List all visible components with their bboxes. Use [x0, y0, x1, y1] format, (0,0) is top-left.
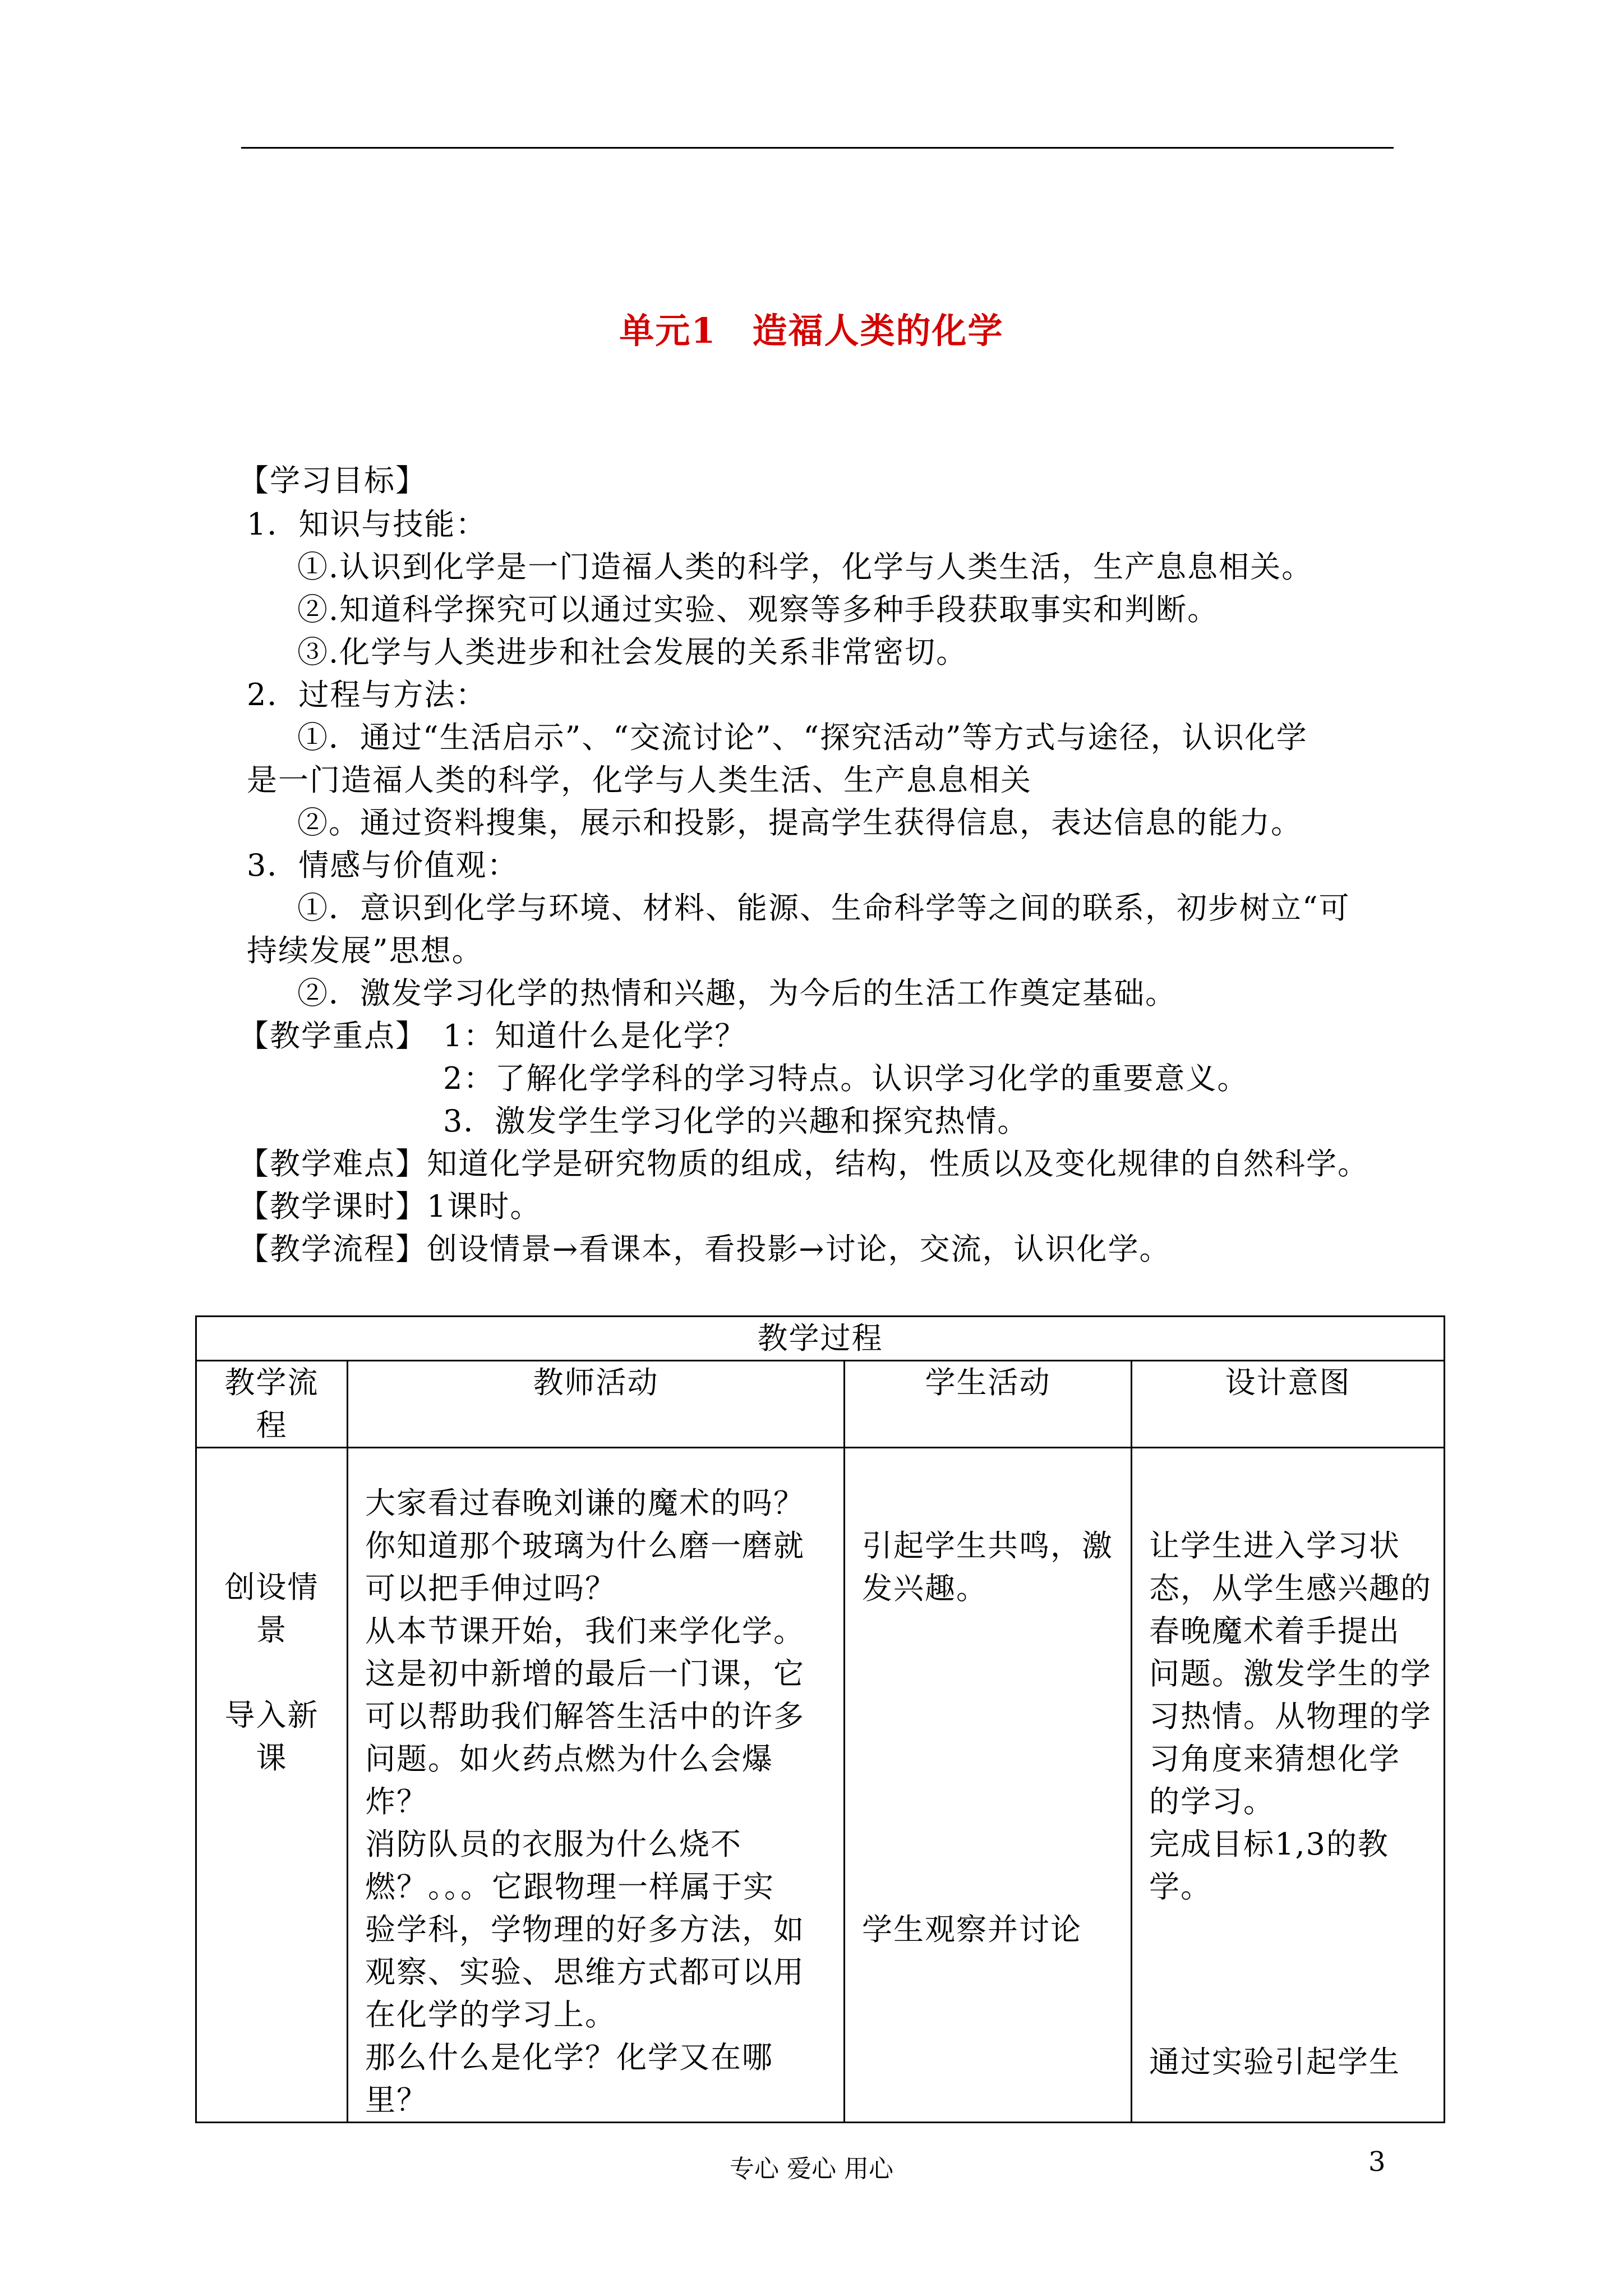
objective-line: 2．过程与方法： — [247, 677, 487, 712]
objectives-heading: 【学习目标】 — [238, 463, 427, 498]
flow-row — [238, 1227, 1171, 1271]
teacher-line: 燃？。。。它跟物理一样属于实 — [365, 1869, 774, 1904]
teacher-line: 问题。如火药点燃为什么会爆炸？ — [365, 1741, 773, 1819]
teacher-line: 从本节课开始，我们来学化学。 — [365, 1613, 805, 1649]
design-line: 的学习。 — [1149, 1784, 1275, 1819]
teacher-cell — [348, 1448, 845, 2123]
hours-row — [238, 1185, 541, 1228]
teacher-line: 那么什么是化学？化学又在哪 — [365, 2040, 773, 2075]
teacher-line: 可以帮助我们解答生活中的许多 — [365, 1699, 805, 1734]
objective-line: 是一门造福人类的科学，化学与人类生活、生产息息相关 — [247, 762, 1032, 798]
header-design: 设计意图 — [1132, 1361, 1445, 1448]
objective-line: ②。通过资料搜集，展示和投影，提高学生获得信息，表达信息的能力。 — [297, 805, 1302, 840]
design-line: 习热情。从物理的学 — [1149, 1699, 1432, 1734]
objective-line: ②．激发学习化学的热情和兴趣，为今后的生活工作奠定基础。 — [297, 976, 1177, 1011]
key-point-item: 1：知道什么是化学？ — [443, 1018, 746, 1053]
student-line: 学生观察并讨论 — [862, 1912, 1082, 1947]
page-title: 单元1 造福人类的化学 — [619, 310, 1004, 351]
teacher-line: 验学科，学物理的好多方法，如 — [365, 1912, 805, 1947]
stage-intro: 导入新课 — [224, 1697, 319, 1775]
design-line: 完成目标1,3的教学。 — [1149, 1826, 1389, 1904]
teacher-line: 观察、实验、思维方式都可以用 — [365, 1954, 805, 1990]
design-line: 习角度来猜想化学 — [1149, 1741, 1400, 1777]
teacher-line: 大家看过春晚刘谦的魔术的吗？ — [365, 1485, 805, 1521]
design-line: 春晚魔术着手提出 — [1149, 1613, 1400, 1649]
student-line: 发兴趣。 — [862, 1571, 988, 1606]
objective-line: ①.认识到化学是一门造福人类的科学，化学与人类生活，生产息息相关。 — [297, 549, 1313, 585]
flow-label: 【教学流程】 — [238, 1231, 427, 1267]
teacher-line: 里？ — [365, 2082, 428, 2118]
teacher-line: 可以把手伸过吗？ — [365, 1571, 616, 1606]
design-line: 通过实验引起学生 — [1149, 2044, 1400, 2079]
objective-line: 1．知识与技能： — [247, 507, 487, 542]
hours-text: 1课时。 — [427, 1189, 542, 1224]
header-flow: 教学流程 — [196, 1361, 348, 1448]
objective-line: ②.知道科学探究可以通过实验、观察等多种手段获取事实和判断。 — [297, 592, 1219, 627]
design-cell — [1132, 1448, 1445, 2123]
key-point-item: 2：了解化学学科的学习特点。认识学习化学的重要意义。 — [443, 1061, 1249, 1096]
page-footer: 专心 爱心 用心 — [730, 2155, 893, 2183]
teacher-line: 你知道那个玻璃为什么磨一磨就 — [365, 1528, 805, 1563]
teacher-line: 在化学的学习上。 — [365, 1997, 616, 2032]
objective-line: 持续发展”思想。 — [247, 933, 483, 968]
objective-line: ③.化学与人类进步和社会发展的关系非常密切。 — [297, 634, 968, 670]
student-cell — [845, 1448, 1132, 2123]
header-teacher: 教师活动 — [348, 1361, 845, 1448]
objective-line: ①．通过“生活启示”、“交流讨论”、“探究活动”等方式与途径，认识化学 — [297, 720, 1308, 755]
header-student: 学生活动 — [845, 1361, 1132, 1448]
design-line: 问题。激发学生的学 — [1149, 1656, 1432, 1691]
page-number: 3 — [1368, 2146, 1386, 2178]
key-points-label: 【教学重点】 — [238, 1018, 427, 1053]
stage-cell — [196, 1448, 348, 2123]
key-point-item: 3．激发学生学习化学的兴趣和探究热情。 — [443, 1103, 1029, 1139]
student-line: 引起学生共鸣，激 — [862, 1528, 1113, 1563]
objective-line: ①．意识到化学与环境、材料、能源、生命科学等之间的联系，初步树立“可 — [297, 890, 1350, 926]
teacher-line: 这是初中新增的最后一门课，它 — [365, 1656, 805, 1691]
stage-create: 创设情景 — [224, 1570, 319, 1648]
teaching-process-table — [195, 1315, 1445, 2123]
teacher-line: 消防队员的衣服为什么烧不 — [365, 1826, 742, 1862]
objective-line: 3．情感与价值观： — [247, 848, 519, 883]
design-line: 让学生进入学习状 — [1149, 1528, 1400, 1563]
table-row — [196, 1448, 1445, 2123]
difficulty-row — [238, 1142, 1369, 1186]
flow-text: 创设情景→看课本，看投影→讨论，交流，认识化学。 — [427, 1231, 1171, 1267]
hours-label: 【教学课时】 — [238, 1189, 427, 1224]
header-rule — [241, 147, 1394, 149]
difficulty-label: 【教学难点】 — [238, 1146, 427, 1181]
difficulty-text: 知道化学是研究物质的组成，结构，性质以及变化规律的自然科学。 — [427, 1146, 1369, 1181]
table-caption: 教学过程 — [196, 1317, 1445, 1361]
design-line: 态，从学生感兴趣的 — [1149, 1571, 1432, 1606]
